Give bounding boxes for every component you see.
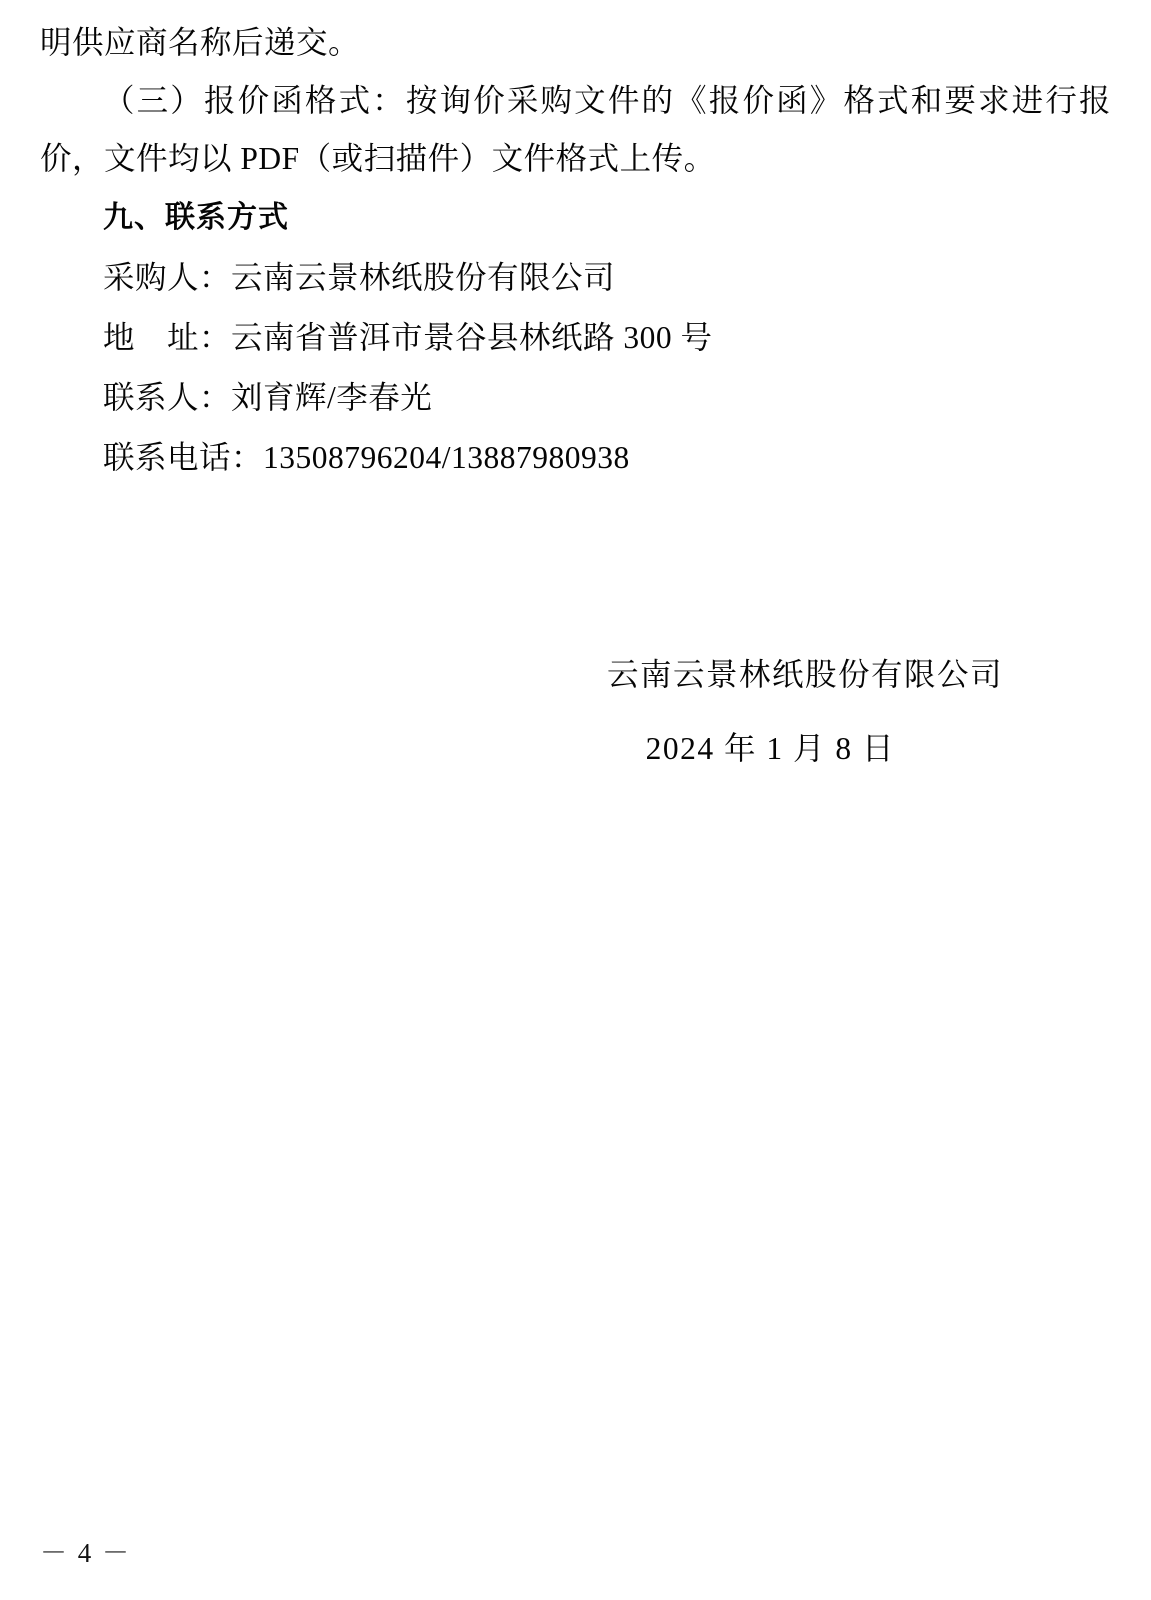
contact-address: 地 址：云南省普洱市景谷县林纸路 300 号 xyxy=(103,320,713,355)
page-number: － 4 － xyxy=(40,1538,131,1568)
signature-company: 云南云景林纸股份有限公司 xyxy=(606,657,1003,692)
signature-spacer xyxy=(40,488,1111,638)
page-body xyxy=(40,0,1111,786)
signature-block xyxy=(40,638,1111,786)
quotation-format-paragraph: （三）报价函格式：按询价采购文件的《报价函》格式和要求进行报价，文件均以 PDF（或扫描件）文件格式上传。 xyxy=(40,83,1111,176)
contact-person: 联系人：刘育辉/李春光 xyxy=(103,380,433,415)
section-heading-contact: 九、联系方式 xyxy=(103,200,289,235)
contact-phone: 联系电话：13508796204/13887980938 xyxy=(103,440,630,475)
contact-purchaser: 采购人：云南云景林纸股份有限公司 xyxy=(103,260,616,295)
continuation-paragraph: 明供应商名称后递交。 xyxy=(40,25,361,60)
signature-date: 2024 年 1 月 8 日 xyxy=(645,731,895,766)
